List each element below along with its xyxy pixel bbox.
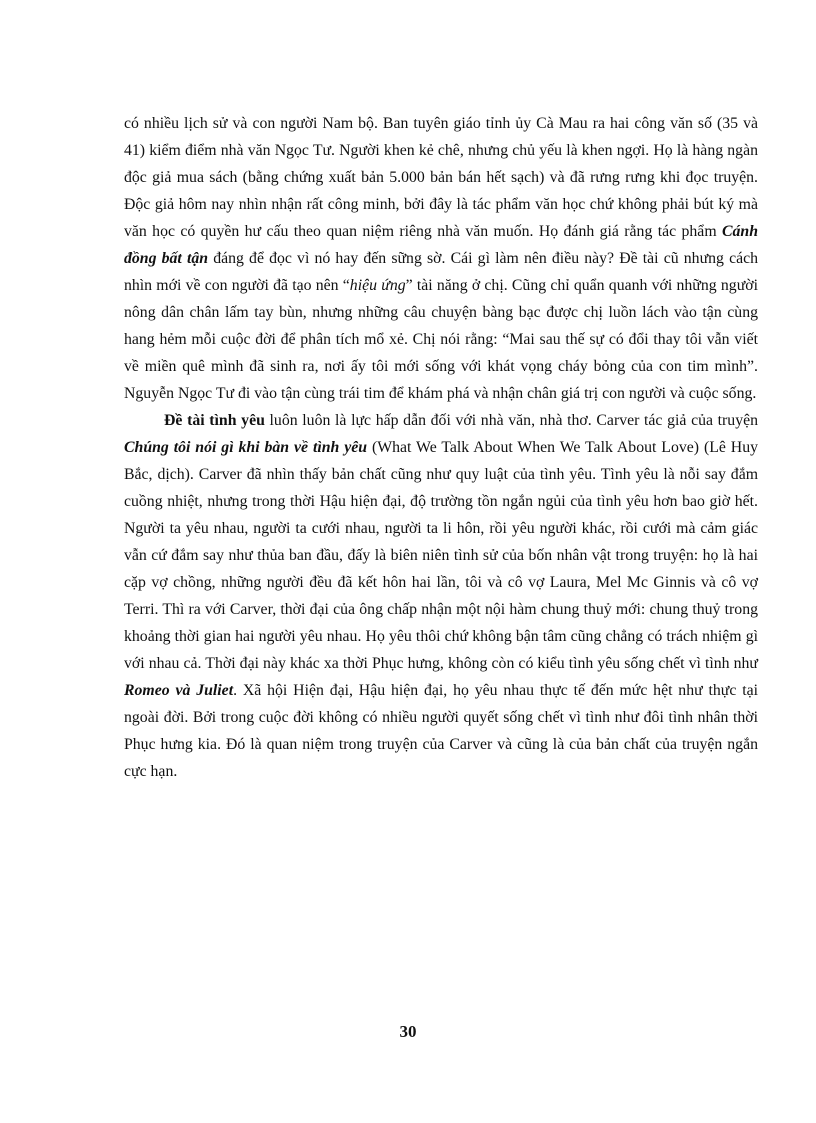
document-body — [124, 110, 758, 785]
text-run: hiệu ứng — [349, 277, 406, 294]
paragraph-love-theme — [124, 407, 758, 785]
text-run: luôn luôn là lực hấp dẫn đối với nhà văn, nhà thơ. Carver tác giả của truyện — [264, 412, 759, 429]
text-run: ” tài năng ở chị. Cũng chỉ quẩn quanh với những người nông dân chân lấm tay bùn, nhưng những câu chuyện bàng bạc được chị luồn lách vào tận cùng hang hẻm mỗi cuộc đời để phân tích mổ xẻ. Chị nói rằng: “Mai sau thế sự có đổi thay tôi vẫn viết về miền quê mình đã sinh ra, nơi ấy tôi mới sống với khát vọng cháy bỏng của con tim mình”. Nguyễn Ngọc Tư đi vào tận cùng trái tim để khám phá và nhận chân giá trị con người và cuộc sống. — [124, 277, 758, 402]
text-run: . Xã hội Hiện đại, Hậu hiện đại, họ yêu nhau thực tế đến mức hệt như thực tại ngoài đời. Bởi trong cuộc đời không có nhiều người quyết sống chết vì tình như đôi tình nhân thời Phục hưng kia. Đó là quan niệm trong truyện của Carver và cũng là của bản chất của truyện ngắn cực hạn. — [124, 682, 758, 780]
text-run: đáng để đọc vì nó hay đến sững sờ. Cái gì làm nên điều này? Đề tài cũ nhưng cách nhìn mới về con người đã tạo nên “ — [124, 250, 759, 294]
text-run: Romeo và Juliet — [124, 682, 234, 699]
text-run: Chúng tôi nói gì khi bàn về tình yêu — [124, 439, 368, 456]
paragraph-nguyen-ngoc-tu — [124, 110, 758, 407]
text-run: (What We Talk About When We Talk About Love) (Lê Huy Bắc, dịch). Carver đã nhìn thấy bản chất cũng như quy luật của tình yêu. Tình yêu là nỗi say đắm cuồng nhiệt, nhưng trong thời Hậu hiện đại, độ trường tồn ngắn ngủi của tình yêu hơn bao giờ hết. Người ta yêu nhau, người ta cưới nhau, người ta li hôn, rồi yêu người khác, rồi cưới mà cảm giác vẫn cứ đắm say như thủa ban đầu, đấy là biên niên tình sử của bốn nhân vật trong truyện: họ là hai cặp vợ chồng, những người đều đã kết hôn hai lần, tôi và cô vợ Laura, Mel Mc Ginnis và cô vợ Terri. Thì ra với Carver, thời đại của ông chấp nhận một nội hàm chung thuỷ mới: chung thuỷ trong khoảng thời gian hai người yêu nhau. Họ yêu thôi chứ không bận tâm cũng chẳng có trách nhiệm gì với nhau cả. Thời đại này khác xa thời Phục hưng, không còn có kiểu tình yêu sống chết vì tình như — [124, 439, 758, 672]
text-run: Đề tài tình yêu — [164, 412, 265, 429]
text-run: có nhiều lịch sử và con người Nam bộ. Ban tuyên giáo tỉnh ủy Cà Mau ra hai công văn số (35 và 41) kiểm điểm nhà văn Ngọc Tư. Người khen kẻ chê, nhưng chủ yếu là khen ngợi. Họ là hàng ngàn độc giả mua sách (bằng chứng xuất bản 5.000 bản bán hết sạch) và đã rưng rưng khi đọc truyện. Độc giả hôm nay nhìn nhận rất công minh, bởi đây là tác phẩm văn học chứ không phải bút ký mà văn học có quyền hư cấu theo quan niệm riêng nhà văn muốn. Họ đánh giá rằng tác phẩm — [124, 115, 758, 240]
text-run: Cánh đồng bất tận — [124, 223, 758, 267]
page-number: 30 — [399, 1022, 417, 1041]
